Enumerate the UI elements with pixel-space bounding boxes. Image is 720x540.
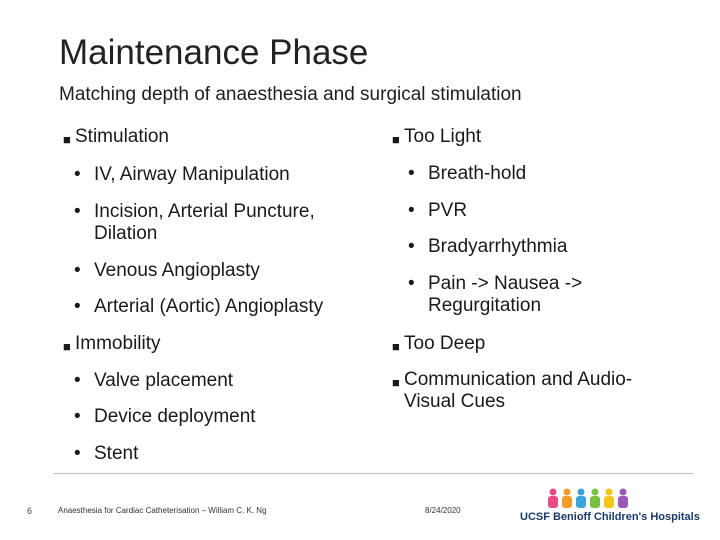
ucsf-logo: UCSF Benioff Children's Hospitals xyxy=(520,487,700,527)
figure-body xyxy=(562,496,572,508)
page-number: 6 xyxy=(27,506,33,516)
sub-bullet-valve: • Valve placement xyxy=(74,370,234,391)
footer-divider xyxy=(53,473,693,474)
dot-bullet-icon: • xyxy=(74,443,81,464)
dot-bullet-icon: • xyxy=(408,200,415,221)
square-bullet-icon: ■ xyxy=(392,132,400,147)
figure-head xyxy=(578,489,585,496)
bullet-too-deep: ■ Too Deep xyxy=(392,333,485,355)
dot-bullet-icon: • xyxy=(74,370,81,391)
figure-body xyxy=(604,496,614,508)
dot-bullet-icon: • xyxy=(74,406,81,427)
figure-head xyxy=(606,489,613,496)
figure-head xyxy=(620,489,627,496)
figure-body xyxy=(590,496,600,508)
sub-bullet-arterial: • Arterial (Aortic) Angioplasty xyxy=(74,296,324,317)
bullet-stimulation: ■ Stimulation xyxy=(63,126,169,148)
dot-bullet-icon: • xyxy=(408,273,415,294)
sub-bullet-stent: • Stent xyxy=(74,443,139,464)
figure-head xyxy=(564,489,571,496)
sub-bullet-pvr: • PVR xyxy=(408,200,468,221)
slide-title: Maintenance Phase xyxy=(59,33,369,72)
sub-bullet-device: • Device deployment xyxy=(74,406,256,427)
square-bullet-icon: ■ xyxy=(63,339,71,354)
dot-bullet-icon: • xyxy=(408,236,415,257)
bullet-too-light: ■ Too Light xyxy=(392,126,481,148)
bullet-immobility: ■ Immobility xyxy=(63,333,161,355)
footer-date: 8/24/2020 xyxy=(425,506,461,515)
sub-bullet-pain: • Pain -> Nausea -> Regurgitation xyxy=(408,273,583,316)
sub-bullet-incision: • Incision, Arterial Puncture, Dilation xyxy=(74,201,315,244)
figure-head xyxy=(550,489,557,496)
sub-bullet-bradyarrhythmia: • Bradyarrhythmia xyxy=(408,236,568,257)
dot-bullet-icon: • xyxy=(408,163,415,184)
figure-head xyxy=(592,489,599,496)
dot-bullet-icon: • xyxy=(74,201,81,222)
children-figures-icon xyxy=(545,487,665,511)
square-bullet-icon: ■ xyxy=(392,375,400,390)
figure-body xyxy=(576,496,586,508)
figure-body xyxy=(548,496,558,508)
figure-body xyxy=(618,496,628,508)
sub-bullet-breath-hold: • Breath-hold xyxy=(408,163,527,184)
dot-bullet-icon: • xyxy=(74,260,81,281)
dot-bullet-icon: • xyxy=(74,296,81,317)
sub-bullet-venous: • Venous Angioplasty xyxy=(74,260,260,281)
bullet-communication: ■ Communication and Audio- Visual Cues xyxy=(392,369,633,412)
footer-text: Anaesthesia for Cardiac Catheterisation – William C. K. Ng xyxy=(58,506,267,515)
square-bullet-icon: ■ xyxy=(392,339,400,354)
dot-bullet-icon: • xyxy=(74,164,81,185)
slide-subtitle: Matching depth of anaesthesia and surgical stimulation xyxy=(59,84,522,105)
square-bullet-icon: ■ xyxy=(63,132,71,147)
sub-bullet-iv: • IV, Airway Manipulation xyxy=(74,164,290,185)
